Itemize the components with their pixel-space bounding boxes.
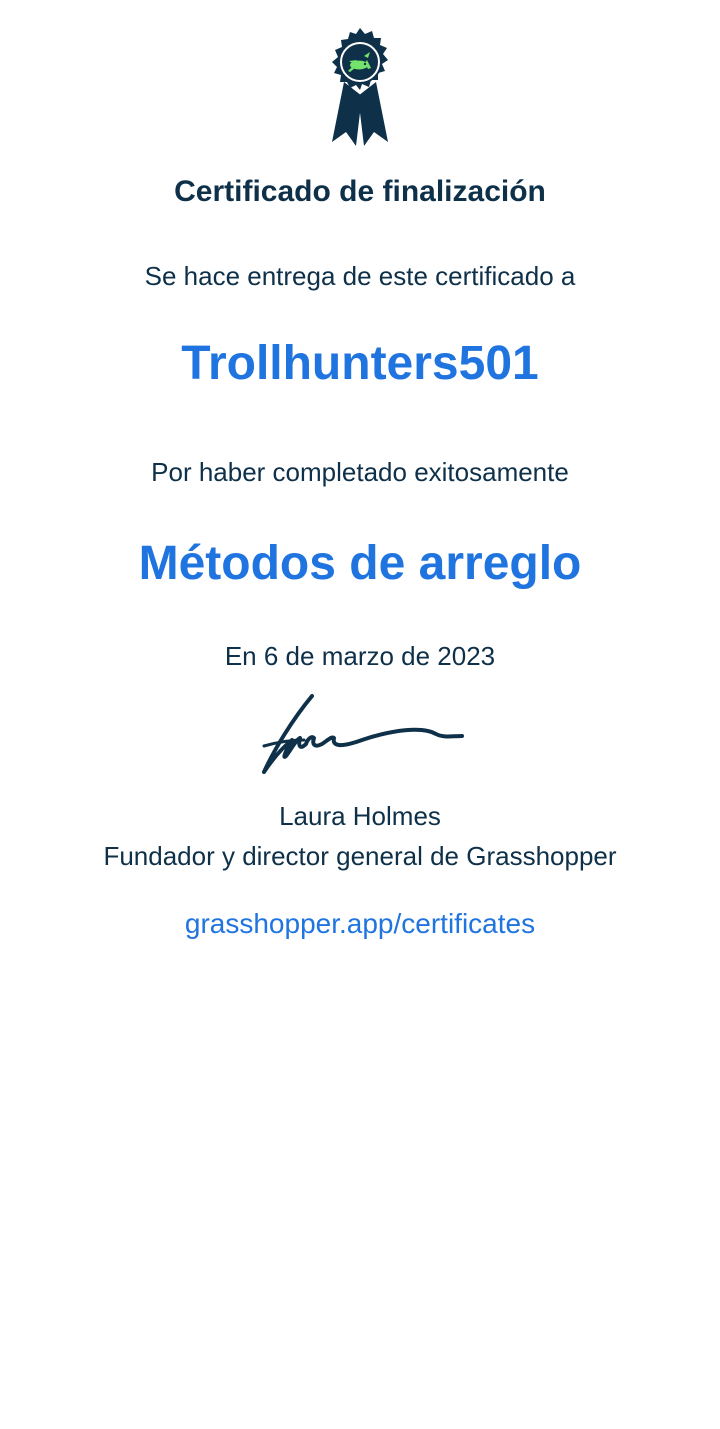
signer-name: Laura Holmes — [279, 801, 441, 831]
completion-date: En 6 de marzo de 2023 — [224, 641, 496, 671]
certificate-title: Certificado de finalización — [174, 175, 546, 208]
course-name: Métodos de arreglo — [138, 537, 582, 590]
award-ribbon-icon — [318, 24, 402, 148]
presented-to-text: Se hace entrega de este certificado a — [144, 261, 576, 291]
recipient-name: Trollhunters501 — [181, 337, 539, 390]
signer-title: Fundador y director general de Grasshopper — [103, 841, 617, 871]
signature-image — [252, 690, 468, 780]
completed-text: Por haber completado exitosamente — [151, 457, 569, 487]
certificates-link[interactable]: grasshopper.app/certificates — [184, 908, 536, 939]
